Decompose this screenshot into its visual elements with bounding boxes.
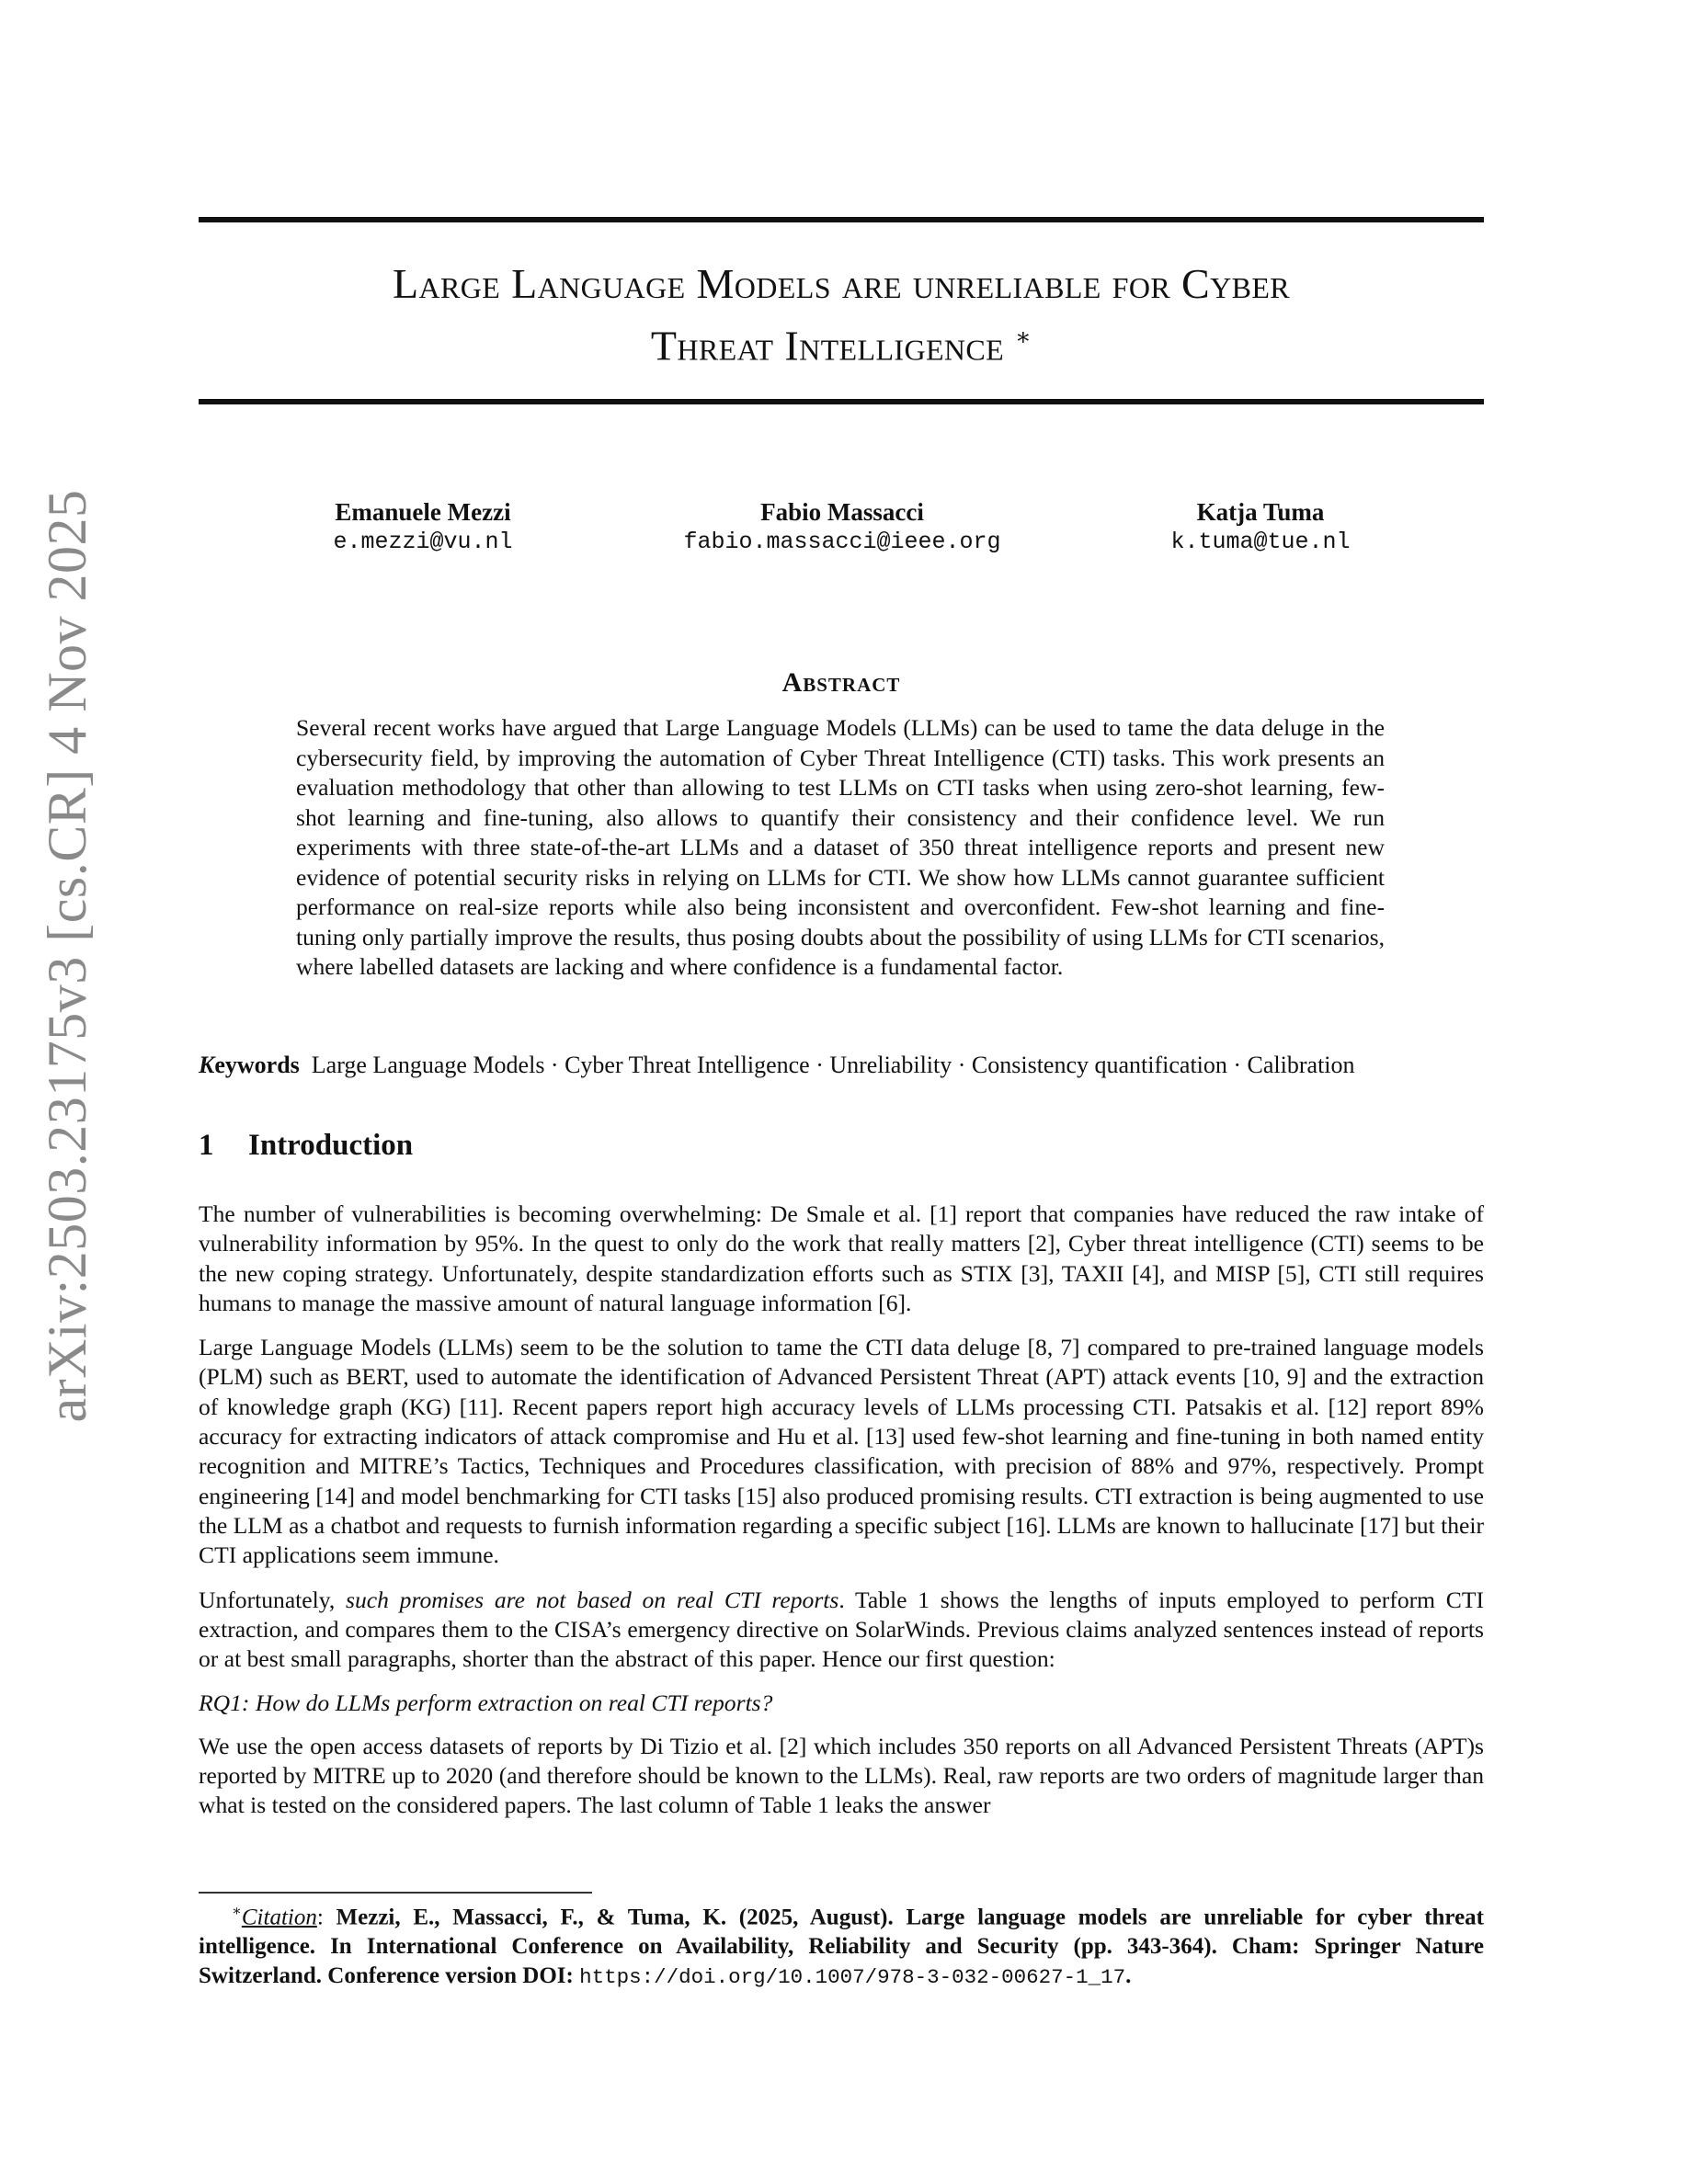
- abstract-text: Several recent works have argued that Large Language Models (LLMs) can be used to tame the data deluge in the cybersecurity field, by improving the automation of Cyber Threat Intelligence (CTI) tasks. This work presents an evaluation methodology that other than allowing to test LLMs on CTI tasks when using zero-shot learning, few-shot learning and fine-tuning, also allows to quantify their consistency and their confidence level. We run experiments with three state-of-the-art LLMs and a dataset of 350 threat intelligence reports and present new evidence of potential security risks in relying on LLMs for CTI. We show how LLMs cannot guarantee sufficient performance on real-size reports while also being inconsistent and overconfident. Few-shot learning and fine-tuning only partially improve the results, thus posing doubts about the possibility of using LLMs for CTI scenarios, where labelled datasets are lacking and where confidence is a fundamental factor.: [296, 714, 1385, 980]
- title-line-1: Large Language Models are unreliable for Cyber: [392, 260, 1291, 307]
- author-email: e.mezzi@vu.nl: [333, 529, 513, 555]
- title-top-rule: [199, 217, 1484, 222]
- paragraph-text: Unfortunately,: [199, 1586, 347, 1613]
- arxiv-identifier-stamp: arXiv:2503.23175v3 [cs.CR] 4 Nov 2025: [36, 489, 97, 1423]
- introduction-body: [199, 1200, 1484, 1836]
- doi-link[interactable]: https://doi.org/10.1007/978-3-032-00627-1_17: [579, 1965, 1126, 1990]
- abstract-heading: Abstract: [781, 667, 901, 698]
- paragraph: We use the open access datasets of reports by Di Tizio et al. [2] which includes 350 reports on all Advanced Persistent Threats (APT)s reported by MITRE up to 2020 (and therefore should be known to the LLMs). Real, raw reports are two orders of magnitude larger than what is tested on the considered papers. The last column of Table 1 leaks the answer: [199, 1732, 1484, 1819]
- title-footnote-mark: ∗: [1015, 324, 1032, 350]
- author-3: [1067, 496, 1454, 557]
- title-line-2: [199, 311, 1484, 372]
- paragraph: Large Language Models (LLMs) seem to be the solution to tame the CTI data deluge [8, 7] compared to pre-trained language models (PLM) such as BERT, used to automate the identification of Advanced Persistent Threat (APT) attack events [10, 9] and the extraction of knowledge graph (KG) [11]. Recent papers report high accuracy levels of LLMs processing CTI. Patsakis et al. [12] report 89% accuracy for extracting indicators of attack compromise and Hu et al. [13] used few-shot learning and fine-tuning in both named entity recognition and MITRE’s Tactics, Techniques and Procedures classification, with precision of 88% and 97%, respectively. Prompt engineering [14] and model benchmarking for CTI tasks [15] also produced promising results. CTI extraction is being augmented to use the LLM as a chatbot and requests to furnish information regarding a specific subject [16]. LLMs are known to hallucinate [17] but their CTI applications seem immune.: [199, 1334, 1484, 1569]
- author-1: [230, 496, 616, 557]
- keywords-label-rest: eywords: [214, 1052, 300, 1078]
- author-email: fabio.massacci@ieee.org: [683, 529, 1001, 555]
- footnote-mark: ∗: [232, 1904, 242, 1919]
- author-name: Katja Tuma: [1196, 498, 1325, 526]
- author-email: k.tuma@tue.nl: [1170, 529, 1351, 555]
- paragraph-text: . Table 1 shows the lengths of inputs employed to perform CTI extraction, and compares them to the CISA’s emergency directive on SolarWinds. Previous claims analyzed sentences instead of reports or at best small paragraphs, shorter than the abstract of this paper. Hence our first question:: [199, 1586, 1485, 1673]
- title-bottom-rule: [199, 399, 1484, 404]
- citation-footnote: ∗Citation: Mezzi, E., Massacci, F., & Tuma, K. (2025, August). Large language models are unreliable for cyber threat intelligence. In International Conference on Availability, Reliability and Security (pp. 343-364). Cham: Springer Nature Switzerland. Conference version DOI: https://doi.org/10.1007/978-3-032-00627-1_17.: [199, 1904, 1484, 1990]
- paper-title: [199, 257, 1484, 372]
- emphasized-text: such promises are not based on real CTI reports: [346, 1586, 839, 1613]
- footnote-rule: [199, 1892, 592, 1894]
- keywords-label: [199, 1052, 300, 1078]
- paragraph: The number of vulnerabilities is becoming overwhelming: De Smale et al. [1] report that companies have reduced the raw intake of vulnerability information by 95%. In the quest to only do the work that really matters [2], Cyber threat intelligence (CTI) seems to be the new coping strategy. Unfortunately, despite standardization efforts such as STIX [3], TAXII [4], and MISP [5], CTI still requires humans to manage the massive amount of natural language information [6].: [199, 1200, 1484, 1316]
- author-2: [649, 496, 1035, 557]
- section-title: Introduction: [248, 1129, 414, 1162]
- section-number: 1: [199, 1129, 214, 1162]
- author-name: Emanuele Mezzi: [335, 498, 511, 526]
- section-heading-introduction: [199, 1127, 1484, 1164]
- title-line-2-text: Threat Intelligence: [650, 322, 1005, 370]
- keywords-label-initial: K: [199, 1052, 215, 1078]
- paragraph: [199, 1586, 1484, 1675]
- citation-text: Mezzi, E., Massacci, F., & Tuma, K. (2025, August). Large language models are unreliable for cyber threat intelligence. In International Conference on Availability, Reliability and Security (pp. 343-364). Cham: Springer Nature Switzerland. Conference version DOI:: [199, 1905, 1484, 1989]
- research-question-1: RQ1: How do LLMs perform extraction on real CTI reports?: [199, 1689, 773, 1717]
- keywords-list: Large Language Models · Cyber Threat Intelligence · Unreliability · Consistency quantification · Calibration: [311, 1052, 1355, 1078]
- author-name: Fabio Massacci: [760, 498, 924, 526]
- author-list: [199, 496, 1484, 561]
- keywords-line: [199, 1050, 1484, 1081]
- citation-end: .: [1125, 1963, 1132, 1989]
- citation-label: Citation: [241, 1905, 317, 1930]
